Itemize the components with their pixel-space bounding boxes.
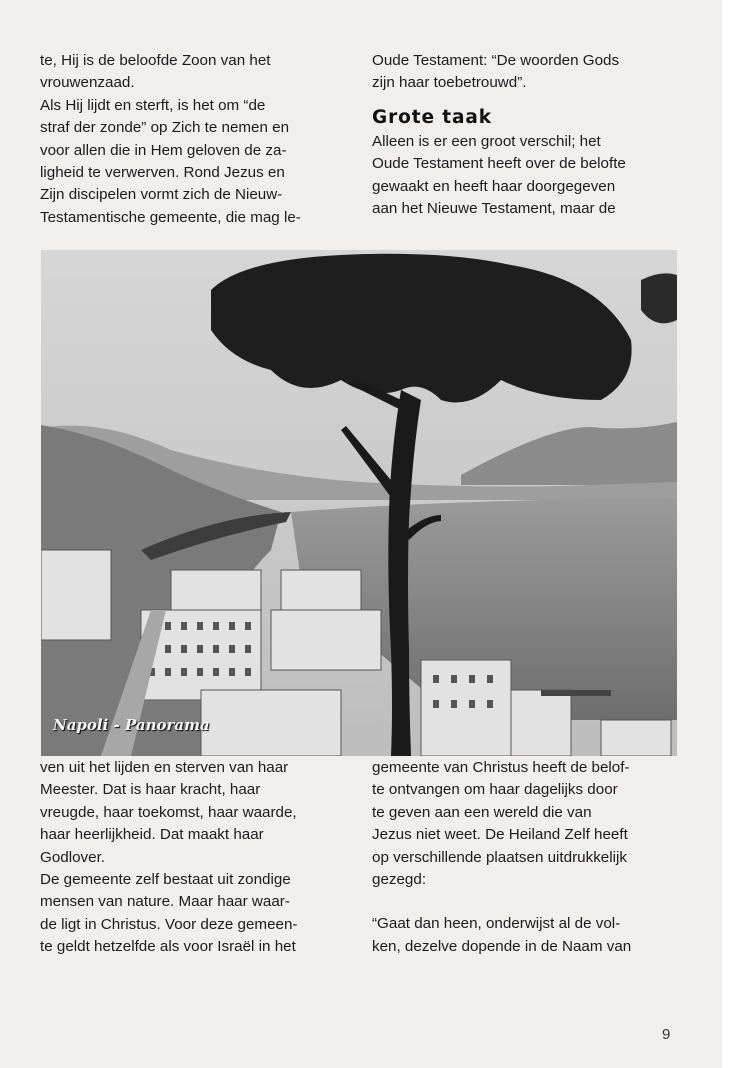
panorama-photo <box>41 250 677 756</box>
text-line: Alleen is er een groot verschil; het <box>372 132 601 150</box>
text-line: vreugde, haar toekomst, haar waarde, <box>40 803 297 821</box>
text-line: te, Hij is de beloofde Zoon van het <box>40 52 271 69</box>
text-line: Zijn discipelen vormt zich de Nieuw- <box>40 186 283 204</box>
text-line: straf der zonde” op Zich te nemen en <box>40 119 290 137</box>
text-line: ligheid te verwerven. Rond Jezus en <box>40 164 285 182</box>
text-line: Godlover. <box>40 848 106 866</box>
text-line: Testamentische gemeente, die mag le- <box>40 208 301 226</box>
photo-illustration <box>41 250 677 756</box>
text-line: Als Hij lijdt en sterft, is het om “de <box>40 96 266 114</box>
text-line: zijn haar toebetrouwd”. <box>372 74 527 92</box>
text-line: voor allen die in Hem geloven de za- <box>40 141 287 159</box>
page-number: 9 <box>662 1026 671 1043</box>
text-column-top-left <box>40 50 360 229</box>
photo-caption: Napoli - Panorama <box>53 716 210 734</box>
text-line: gewaakt en heeft haar doorgegeven <box>372 177 616 195</box>
text-line: mensen van nature. Maar haar waar- <box>40 893 290 911</box>
text-line: gemeente van Christus heeft de belof- <box>372 759 630 776</box>
text-line: te ontvangen om haar dagelijks door <box>372 781 618 799</box>
section-heading: Grote taak <box>372 106 492 128</box>
text-column-top-right <box>372 50 692 220</box>
text-column-bottom-left <box>40 757 360 959</box>
text-line: De gemeente zelf bestaat uit zondige <box>40 871 291 889</box>
text-line: vrouwenzaad. <box>40 74 135 92</box>
text-line: Meester. Dat is haar kracht, haar <box>40 781 261 799</box>
text-line: Jezus niet weet. De Heiland Zelf heeft <box>372 826 628 844</box>
text-line: de ligt in Christus. Voor deze gemeen- <box>40 915 298 933</box>
text-line: Oude Testament: “De woorden Gods <box>372 52 620 69</box>
paragraph-gap <box>372 891 692 913</box>
text-line: te geven aan een wereld die van <box>372 803 592 821</box>
quote-line: “Gaat dan heen, onderwijst al de vol- <box>372 915 621 933</box>
text-line: haar heerlijkheid. Dat maakt haar <box>40 826 264 844</box>
text-line: op verschillende plaatsen uitdrukkelijk <box>372 848 627 866</box>
text-line: gezegd: <box>372 871 427 889</box>
page-edge <box>722 0 738 1068</box>
text-line: Oude Testament heeft over de belofte <box>372 155 626 173</box>
text-column-bottom-right <box>372 757 692 958</box>
text-line: ven uit het lijden en sterven van haar <box>40 759 289 776</box>
text-line: aan het Nieuwe Testament, maar de <box>372 200 616 218</box>
text-line: te geldt hetzelfde als voor Israël in het <box>40 938 296 956</box>
quote-line: ken, dezelve dopende in de Naam van <box>372 937 632 955</box>
